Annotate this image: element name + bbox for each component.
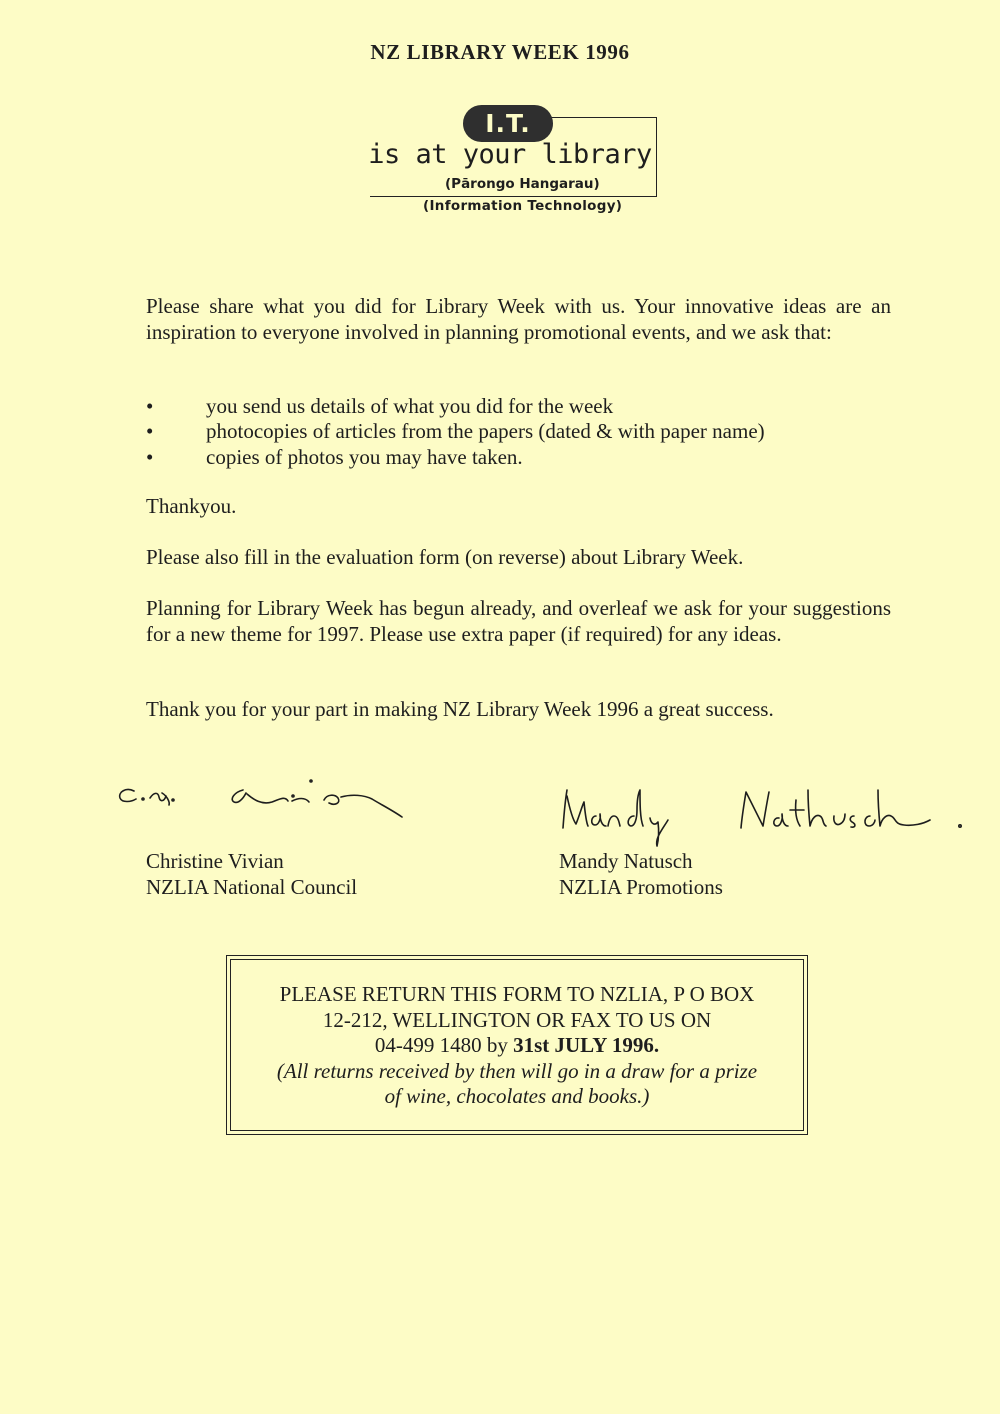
intro-paragraph: Please share what you did for Library Week with us. Your innovative ideas are an inspiration to everyone involved in planning promotional events, and we ask that:	[146, 294, 891, 344]
library-week-logo	[365, 105, 665, 217]
prize-line-1: (All returns received by then will go in a draw for a prize	[276, 1058, 758, 1083]
signatory-christine	[146, 848, 357, 900]
logo-maori-name: (Pārongo Hangarau)	[445, 176, 600, 192]
evaluation-paragraph: Please also fill in the evaluation form (on reverse) about Library Week.	[146, 545, 744, 569]
signature-mandy-natusch	[558, 780, 978, 850]
signatory-mandy	[559, 848, 723, 900]
closing-paragraph: Thank you for your part in making NZ Library Week 1996 a great success.	[146, 697, 774, 721]
list-item	[146, 419, 891, 444]
deadline-date: 31st JULY 1996.	[513, 1033, 660, 1057]
signature-christine-vivian	[112, 772, 412, 827]
logo-english-name: (Information Technology)	[423, 198, 623, 214]
signatory-name: Mandy Natusch	[559, 849, 693, 873]
logo-frame-right	[656, 117, 657, 197]
return-line-1: PLEASE RETURN THIS FORM TO NZLIA, P O BOX	[279, 982, 755, 1006]
fax-number-text: 04-499 1480 by	[374, 1033, 514, 1057]
bullet-icon: •	[146, 444, 154, 469]
logo-frame-top	[551, 117, 657, 118]
bullet-icon: •	[146, 419, 154, 444]
list-item-text: you send us details of what you did for the week	[206, 394, 614, 418]
logo-frame-bottom	[370, 196, 657, 197]
list-item-text: copies of photos you may have taken.	[206, 444, 523, 469]
return-instructions-box	[226, 955, 808, 1135]
signatory-role: NZLIA National Council	[146, 875, 358, 899]
page-title: NZ LIBRARY WEEK 1996	[370, 40, 630, 64]
return-line-3	[227, 1033, 807, 1059]
signatory-role: NZLIA Promotions	[559, 875, 723, 899]
list-item-text: photocopies of articles from the papers (dated & with paper name)	[206, 419, 765, 444]
signatory-name: Christine Vivian	[146, 849, 284, 873]
request-list	[146, 394, 891, 470]
thanks-line: Thankyou.	[146, 494, 237, 518]
logo-badge: I.T.	[463, 105, 553, 142]
bullet-icon: •	[146, 394, 154, 418]
return-line-2: 12-212, WELLINGTON OR FAX TO US ON	[322, 1007, 712, 1032]
list-item	[146, 445, 891, 470]
prize-line-2: of wine, chocolates and books.)	[384, 1084, 650, 1108]
list-item	[146, 394, 891, 419]
planning-paragraph: Planning for Library Week has begun already, and overleaf we ask for your suggestions for a new theme for 1997. Please use extra paper (if required) for any ideas.	[146, 596, 891, 646]
return-instructions	[227, 982, 807, 1110]
logo-tagline: is at your library	[368, 139, 652, 170]
